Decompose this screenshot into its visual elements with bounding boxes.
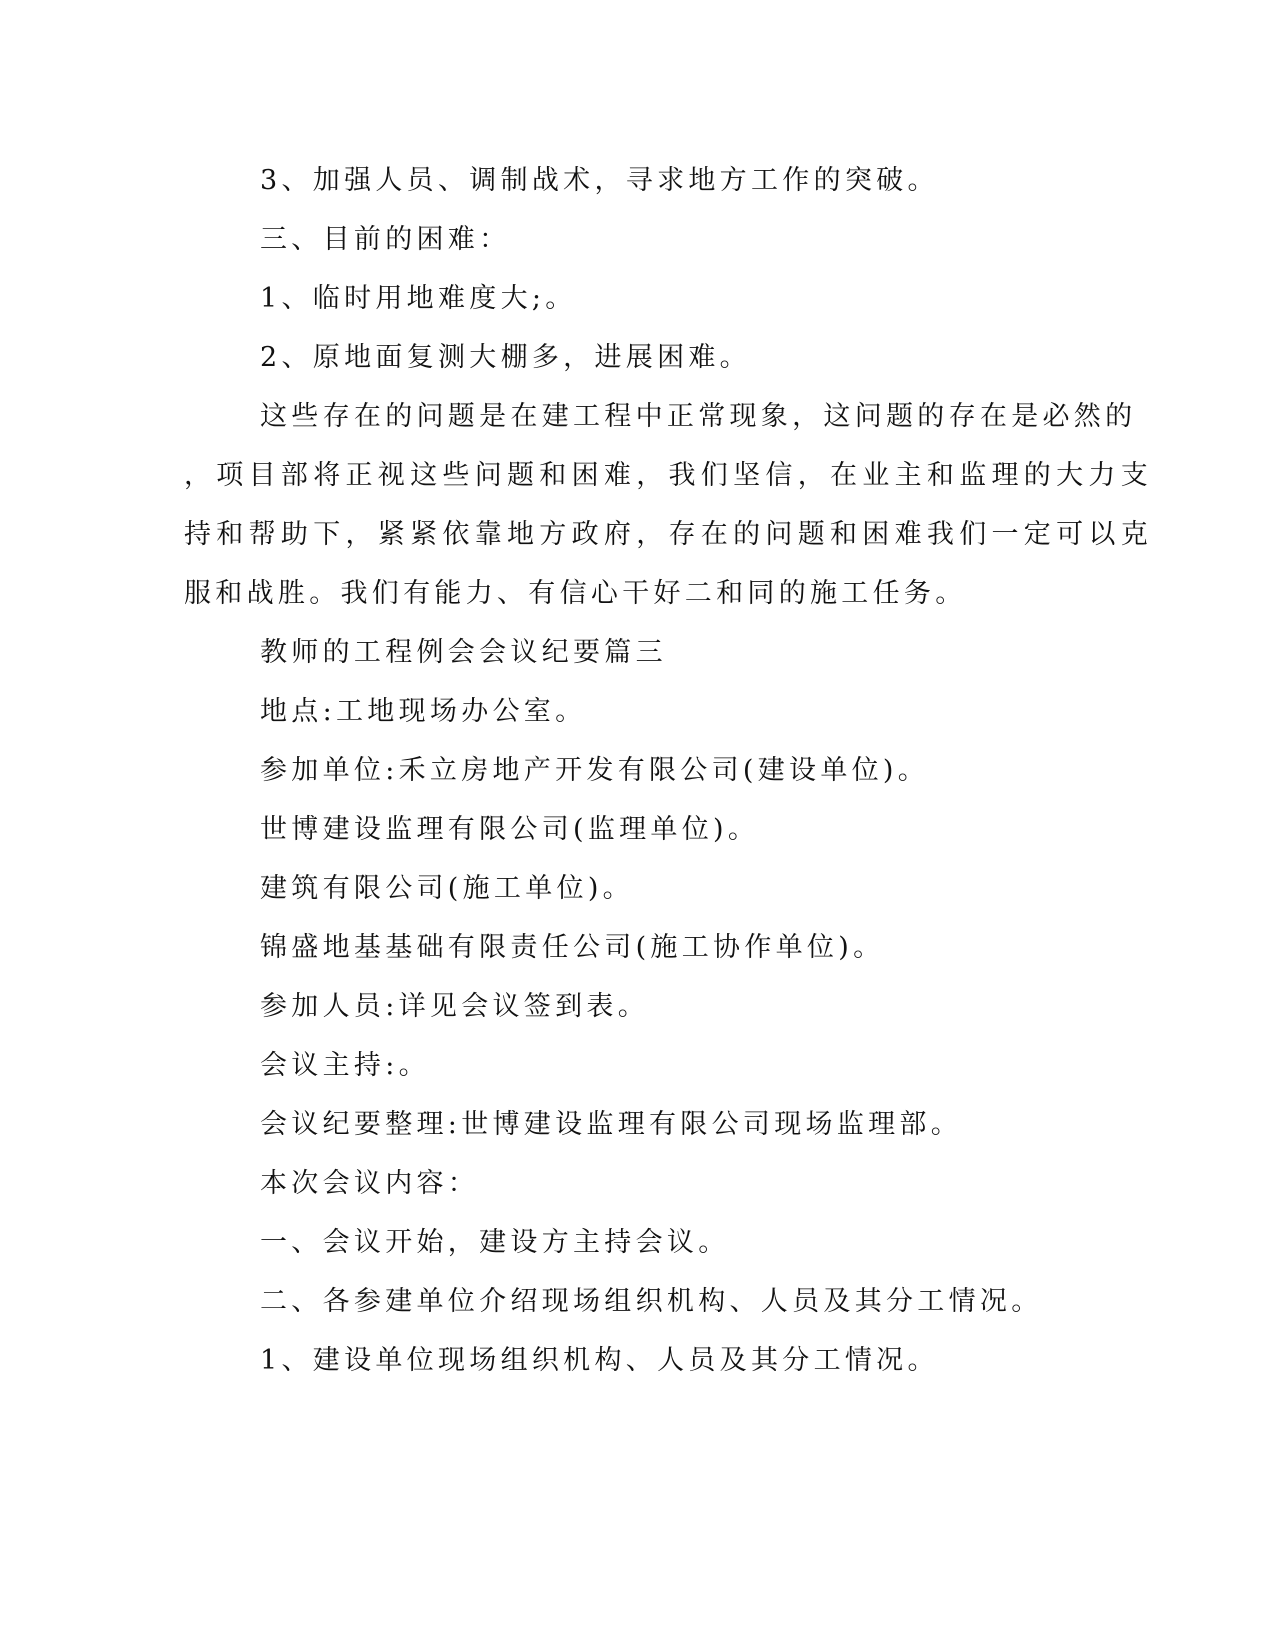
paragraph-line: ，项目部将正视这些问题和困难，我们坚信，在业主和监理的大力支 <box>184 460 1153 491</box>
paragraph-line: 二、各参建单位介绍现场组织机构、人员及其分工情况。 <box>260 1286 1043 1317</box>
section-heading: 教师的工程例会会议纪要篇三 <box>260 637 667 668</box>
paragraph-line: 1、建设单位现场组织机构、人员及其分工情况。 <box>260 1345 939 1376</box>
paragraph-line: 参加单位:禾立房地产开发有限公司(建设单位)。 <box>260 755 930 786</box>
paragraph-line: 服和战胜。我们有能力、有信心干好二和同的施工任务。 <box>184 578 967 609</box>
paragraph-line: 持和帮助下，紧紧依靠地方政府，存在的问题和困难我们一定可以克 <box>184 519 1153 550</box>
paragraph-line: 参加人员:详见会议签到表。 <box>260 991 649 1022</box>
paragraph-line: 地点:工地现场办公室。 <box>260 696 587 727</box>
paragraph-line: 3、加强人员、调制战术，寻求地方工作的突破。 <box>260 165 939 196</box>
paragraph-line: 这些存在的问题是在建工程中正常现象，这问题的存在是必然的 <box>260 401 1137 432</box>
paragraph-line: 一、会议开始，建设方主持会议。 <box>260 1227 730 1258</box>
paragraph-line: 会议纪要整理:世博建设监理有限公司现场监理部。 <box>260 1109 962 1140</box>
paragraph-line: 锦盛地基基础有限责任公司(施工协作单位)。 <box>260 932 885 963</box>
section-heading: 三、目前的困难： <box>260 224 511 255</box>
paragraph-line: 1、临时用地难度大;。 <box>260 283 577 314</box>
paragraph-line: 建筑有限公司(施工单位)。 <box>260 873 634 904</box>
paragraph-line: 本次会议内容： <box>260 1168 480 1199</box>
paragraph-line: 会议主持:。 <box>260 1050 430 1081</box>
paragraph-line: 2、原地面复测大棚多，进展困难。 <box>260 342 751 373</box>
paragraph-line: 世博建设监理有限公司(监理单位)。 <box>260 814 760 845</box>
